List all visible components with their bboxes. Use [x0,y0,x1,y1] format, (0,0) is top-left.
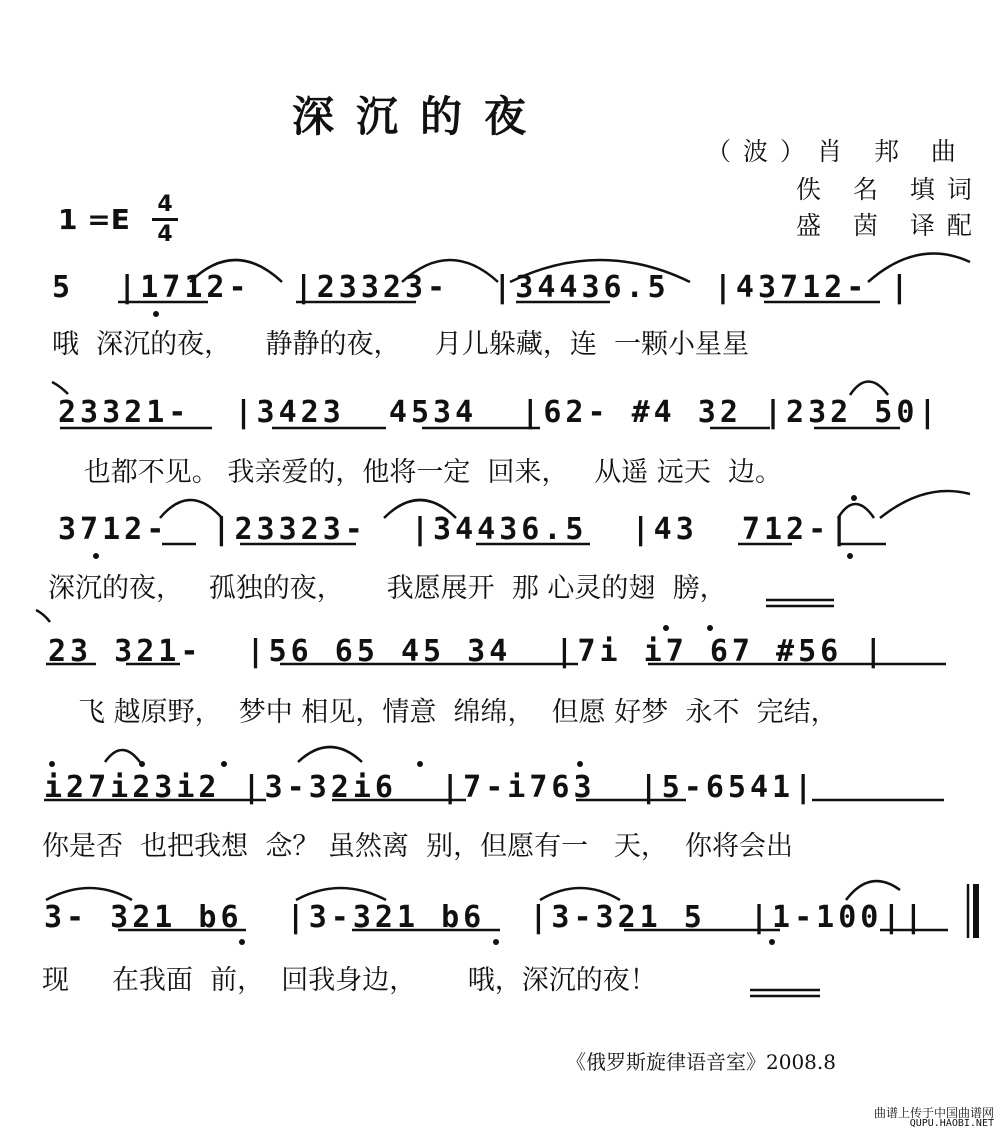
notation-line-1: 5 |1712- |23323- |34436.5 |43712- | [52,270,913,305]
slur [296,888,386,900]
slur [46,888,132,900]
slur [52,382,68,394]
song-title: 深沉的夜 [292,92,549,141]
notation-line-5: i27i23i2 |3-32i6 |7-i763 |5-6541| [44,770,817,805]
slur [510,260,690,282]
slur [384,500,456,518]
final-barline [968,884,976,938]
slurs [36,254,970,900]
notation-line-2: 23321- |3423 4534 |62- #4 32 |232 50| [58,395,941,430]
key-signature: 1 =E [58,203,130,236]
notation-line-3: 3712- |23323- |34436.5 |43 712-| [58,512,853,547]
lyricist-credit: 佚 名 填词 [796,175,984,204]
time-signature-bottom: 4 [157,222,173,247]
lyrics-line-2: 也都不见。 我亲爱的，他将一定 回来， 从遥 远天 边。 [58,457,782,488]
watermark-line-1: 曲谱上传于中国曲谱网 [873,1106,994,1120]
watermark-line-2: QUPU.HAOBI.NET [909,1118,994,1129]
slur [36,610,50,622]
notation-line-6: 3- 321 b6 |3-321 b6 |3-321 5 |1-100|| [44,900,927,935]
underlines [44,302,948,996]
slur [850,382,888,396]
lyrics-line-6: 现 在我面 前， 回我身边， 哦，深沉的夜！ [42,965,657,996]
source-credit: 《俄罗斯旋律语音室》2008.8 [566,1050,836,1074]
time-signature-top: 4 [157,192,173,217]
lyrics-line-1: 哦 深沉的夜， 静静的夜， 月儿躲藏，连 一颗小星星 [52,329,749,360]
lyrics-line-5: 你是否 也把我想 念？ 虽然离 别，但愿有一 天， 你将会出 [42,831,793,862]
lyrics-line-4: 飞 越原野， 梦中 相见，情意 绵绵， 但愿 好梦 永不 完结， [78,697,838,728]
slur [540,888,620,900]
composer-credit: （波）肖 邦 曲 [706,137,968,166]
translator-credit: 盛 茵 译配 [796,211,984,240]
slur [846,881,900,900]
lyrics-line-3: 深沉的夜， 孤独的夜， 我愿展开 那 心灵的翅 膀， [48,573,727,604]
slur [298,747,362,762]
slur [160,500,222,518]
slur [105,750,140,762]
slur [868,254,970,282]
slur [880,491,970,518]
slur [190,260,282,282]
slur [402,260,498,282]
slur [838,504,874,518]
notation-line-4: 23 321- |56 65 45 34 |7i i7 67 #56 | [48,634,887,669]
octave-dots [49,311,857,945]
